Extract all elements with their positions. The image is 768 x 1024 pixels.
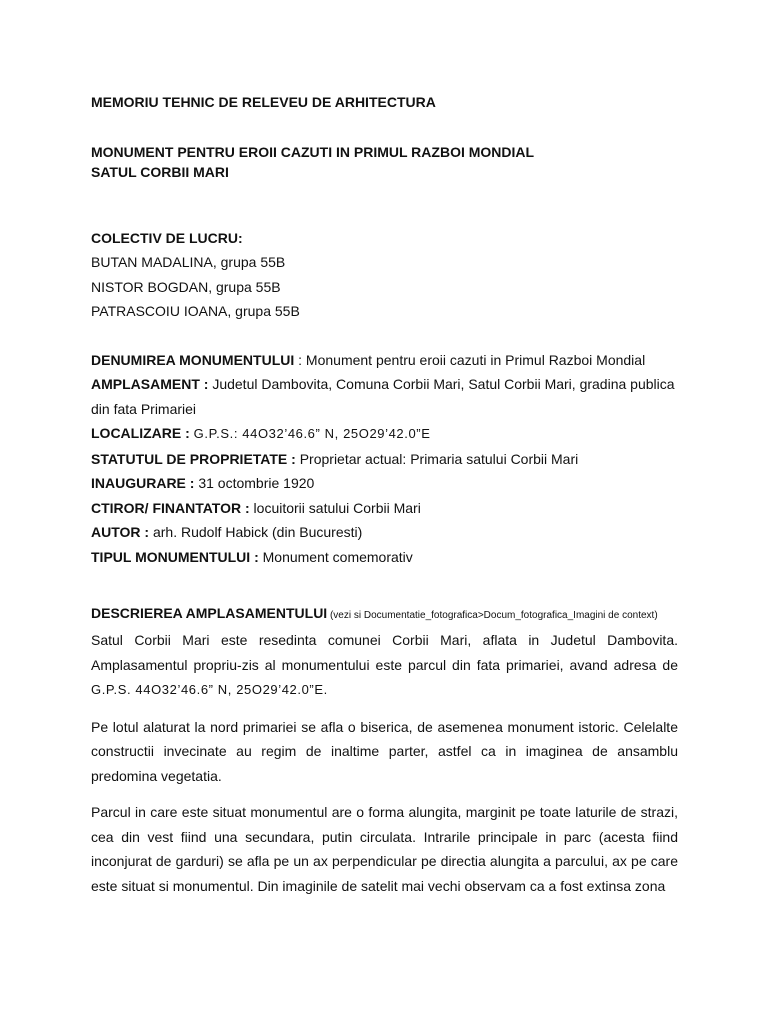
info-label: AMPLASAMENT : [91,376,209,392]
info-label: LOCALIZARE : [91,425,190,441]
team-member: BUTAN MADALINA, grupa 55B [91,254,286,270]
info-label: INAUGURARE : [91,475,195,491]
info-separator: : [294,351,306,368]
info-label: CTIROR/ FINANTATOR : [91,499,250,516]
section-note: (vezi si Documentatie_fotografica>Docum_fotografica_Imagini de context) [327,610,658,621]
monument-title: MONUMENT PENTRU EROII CAZUTI IN PRIMUL RAZBOI MONDIAL [91,144,535,160]
info-value: Monument comemorativ [262,548,413,565]
info-row-funder [91,496,678,521]
gps-coordinates: G.P.S. 44O32’46.6” N, 25O29’42.0”E. [91,682,328,697]
info-label: TIPUL MONUMENTULUI : [91,548,259,565]
paragraph: Pe lotul alaturat la nord primariei se afla o biserica, de asemenea monument istoric. Celelalte constructii invecinate au regim de inaltime parter, astfel ca in imaginea de ansamblu predomina vegetatia. [91,718,678,784]
team-member: PATRASCOIU IOANA, grupa 55B [91,303,300,319]
info-value: 31 octombrie 1920 [198,475,315,491]
info-value: Judetul Dambovita, Comuna Corbii Mari, Satul Corbii Mari, gradina publica din fata Primariei [91,376,675,417]
info-label: AUTOR : [91,524,150,540]
info-value: arh. Rudolf Habick (din Bucuresti) [152,524,363,540]
info-value: Proprietar actual: Primaria satului Corbii Mari [299,450,579,467]
document-title: MEMORIU TEHNIC DE RELEVEU DE ARHITECTURA [91,94,436,110]
paragraph [91,628,678,703]
village-title: SATUL CORBII MARI [91,164,229,180]
info-label: STATUTUL DE PROPRIETATE : [91,450,296,467]
monument-info [91,348,678,570]
info-row-type [91,545,678,570]
info-label: DENUMIREA MONUMENTULUI [91,351,295,368]
description-heading [91,601,678,628]
info-value: locuitorii satului Corbii Mari [253,499,421,516]
info-row-location [91,372,678,421]
info-row-ownership [91,447,678,472]
paragraph-text: Satul Corbii Mari este resedinta comunei Corbii Mari, aflata in Judetul Dambovita. Amplasamentul propriu-zis al monumentului este parcul din fata primariei, avand adresa de [91,632,678,673]
team-member: NISTOR BOGDAN, grupa 55B [91,278,281,295]
team-list [91,250,678,324]
paragraph: Parcul in care este situat monumentul are o forma alungita, marginit pe toate laturile de strazi, cea din vest fiind una secundara, putin circulata. Intrarile principale in parc (acesta fiind inconjurat de garduri) se afla pe un ax perpendicular pe directia alungita a parcului, ax pe care este situat si monumentul. Din imaginile de satelit mai vechi observam ca a fost extinsa zona [91,804,678,894]
info-row-name [91,348,678,373]
section-title: DESCRIEREA AMPLASAMENTULUI [91,605,328,621]
info-row-author [91,520,678,545]
info-value: Monument pentru eroii cazuti in Primul Razboi Mondial [305,351,646,368]
info-row-inauguration [91,471,678,496]
team-heading: COLECTIV DE LUCRU: [91,230,243,246]
info-row-gps [91,421,678,447]
info-value: G.P.S.: 44O32’46.6” N, 25O29’42.0”E [193,426,431,441]
